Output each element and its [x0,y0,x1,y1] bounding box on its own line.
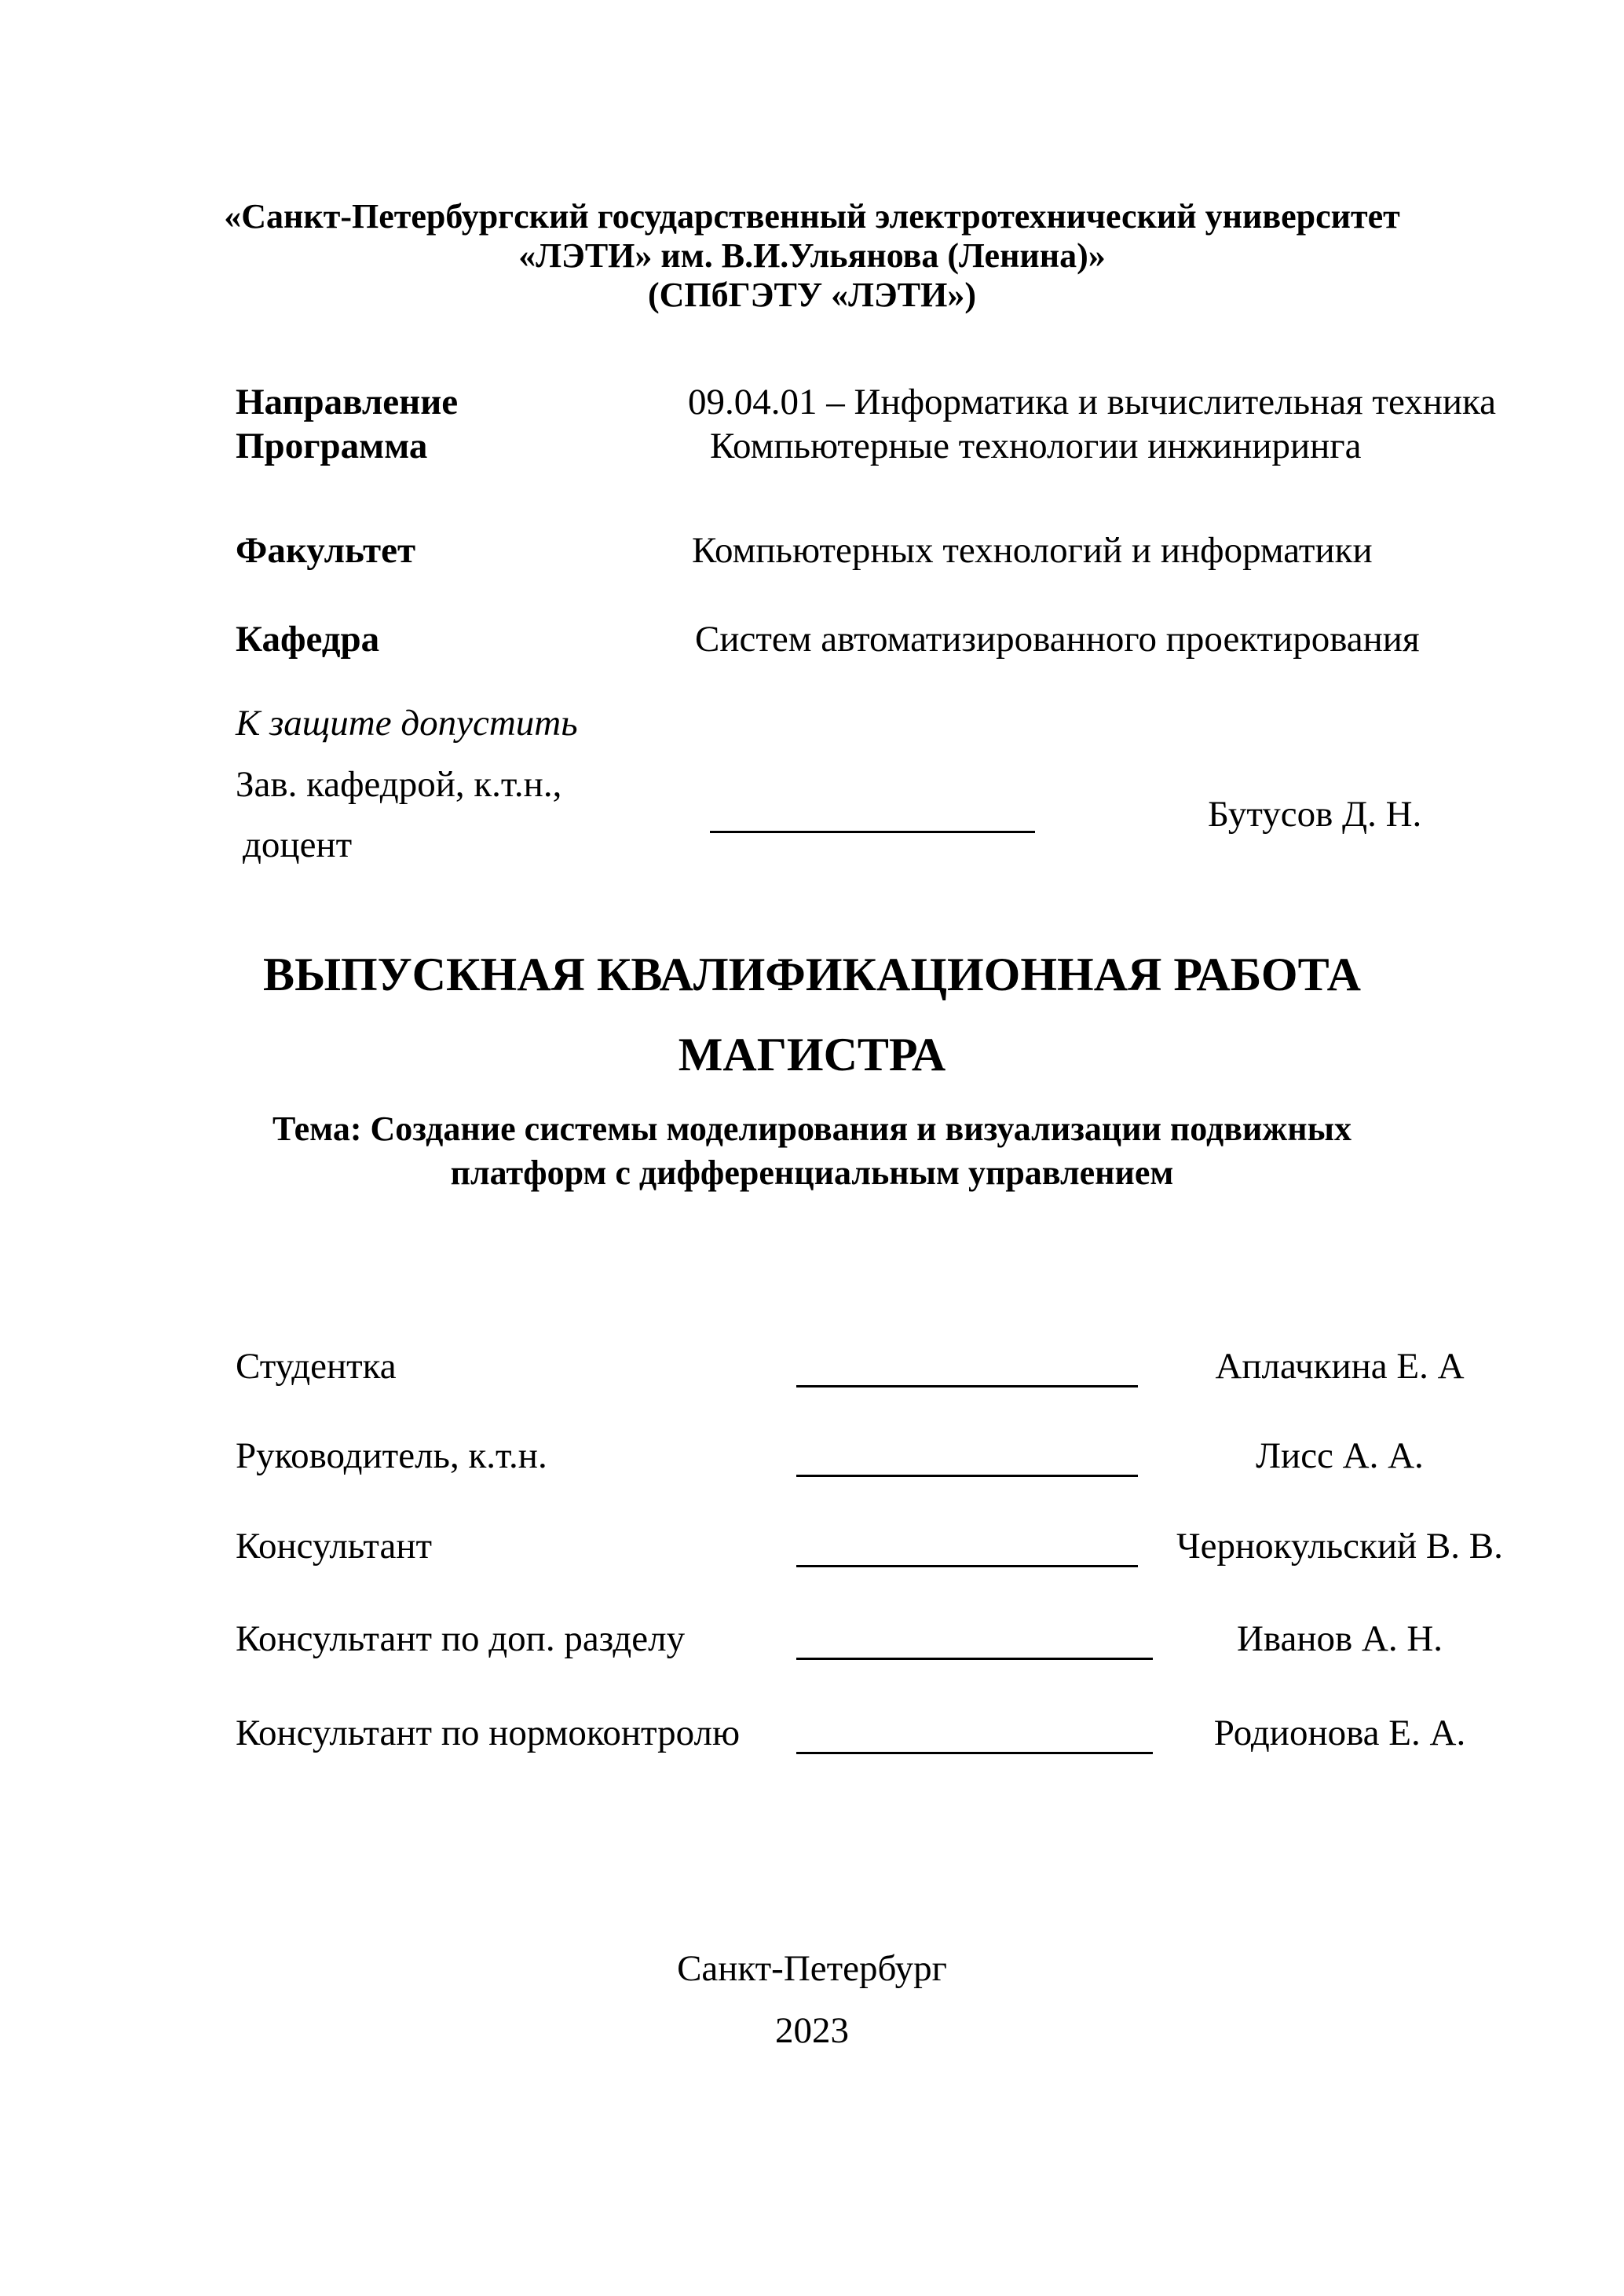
university-name-line1: «Санкт-Петербургский государственный электротехнический университет [224,197,1400,236]
direction-value: 09.04.01 – Информатика и вычислительная техника [688,382,1496,422]
signature-line [796,1565,1138,1567]
university-name-line2: «ЛЭТИ» им. В.И.Ульянова (Ленина)» [518,236,1106,275]
signature-role: Студентка [236,1346,397,1387]
program-value: Компьютерные технологии инжиниринга [710,426,1362,466]
approval-name: Бутусов Д. Н. [1208,794,1422,835]
title-line2: МАГИСТРА [678,1029,946,1080]
approval-role-line1: Зав. кафедрой, к.т.н., [236,764,562,805]
title-line1: ВЫПУСКНАЯ КВАЛИФИКАЦИОННАЯ РАБОТА [263,949,1361,1000]
department-value: Систем автоматизированного проектирования [695,619,1420,660]
signature-name: Родионова Е. А. [1213,1713,1466,1753]
signature-role: Консультант по доп. разделу [236,1618,686,1659]
department-label: Кафедра [236,619,380,660]
signature-name: Аплачкина Е. А [1215,1346,1465,1387]
direction-label: Направление [236,382,459,422]
signature-name: Лисс А. А. [1256,1435,1424,1476]
program-label: Программа [236,426,428,466]
signature-role: Консультант [236,1526,433,1567]
signature-role: Руководитель, к.т.н. [236,1435,547,1476]
signature-line [796,1385,1138,1387]
signature-line [796,1752,1153,1754]
faculty-label: Факультет [236,530,416,571]
footer-city: Санкт-Петербург [677,1948,947,1989]
approval-caption: К защите допустить [236,703,578,744]
signature-line [796,1475,1138,1477]
university-abbreviation: (СПбГЭТУ «ЛЭТИ») [648,276,976,314]
footer-year: 2023 [775,2010,849,2051]
signature-name: Иванов А. Н. [1236,1618,1443,1659]
approval-role-line2: доцент [243,824,353,865]
signature-line [796,1658,1153,1660]
signature-role: Консультант по нормоконтролю [236,1713,741,1753]
faculty-value: Компьютерных технологий и информатики [692,530,1373,571]
signature-name: Чернокульский В. В. [1176,1526,1503,1567]
theme-line2: платформ с дифференциальным управлением [450,1153,1174,1192]
approval-signature-line [710,831,1035,833]
theme-line1: Тема: Создание системы моделирования и визуализации подвижных [272,1110,1352,1148]
